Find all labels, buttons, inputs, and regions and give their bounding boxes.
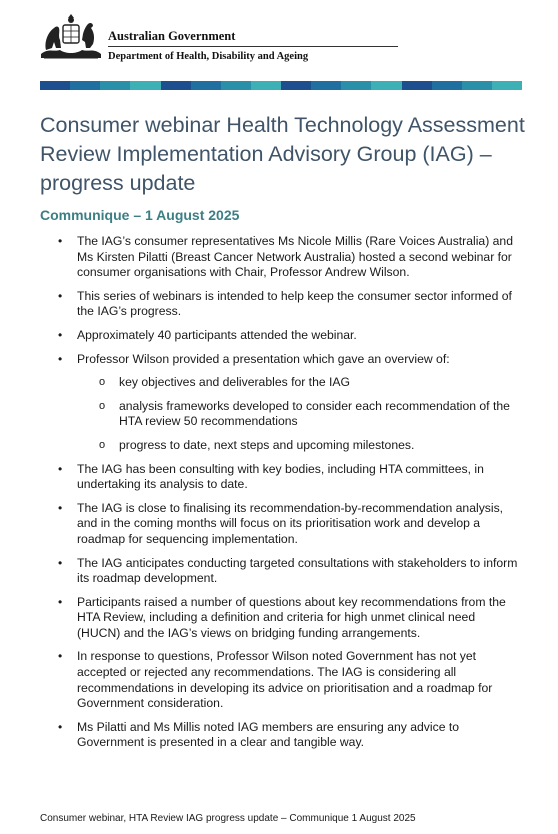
sub-bullet-text: analysis frameworks developed to consider each recommendation of the HTA review 50 recommendations bbox=[119, 398, 510, 429]
bullet-item bbox=[40, 234, 518, 281]
bullet-text: The IAG’s consumer representatives Ms Nicole Millis (Rare Voices Australia) and Ms Kirsten Pilatti (Breast Cancer Network Australia) hosted a second webinar for consumer organisations with Chair, Professor Andrew Wilson. bbox=[77, 234, 513, 280]
bullet-text: Professor Wilson provided a presentation which gave an overview of: bbox=[77, 351, 450, 366]
stripe-segment bbox=[251, 81, 281, 90]
bullet-text: The IAG has been consulting with key bodies, including HTA committees, in undertaking its analysis to date. bbox=[77, 461, 484, 492]
stripe-segment bbox=[281, 81, 311, 90]
stripe-segment bbox=[40, 81, 70, 90]
bullet-text: The IAG anticipates conducting targeted consultations with stakeholders to inform its roadmap development. bbox=[77, 555, 518, 586]
bullet-text: Ms Pilatti and Ms Millis noted IAG members are ensuring any advice to Government is presented in a clear and tangible way. bbox=[77, 719, 460, 750]
bullet-item bbox=[40, 501, 518, 548]
stripe-segment bbox=[70, 81, 100, 90]
bullet-item bbox=[40, 556, 518, 587]
stripe-segment bbox=[130, 81, 160, 90]
stripe-segment bbox=[371, 81, 401, 90]
bullet-item bbox=[40, 462, 518, 493]
stripe-segment bbox=[402, 81, 432, 90]
header-divider bbox=[108, 46, 398, 47]
stripe-segment bbox=[341, 81, 371, 90]
bullet-text: Participants raised a number of questions about key recommendations from the HTA Review, including a definition and criteria for high unmet clinical need (HUCN) and the IAG’s views on bridging funding arrangements. bbox=[77, 594, 506, 640]
bullet-list bbox=[40, 234, 518, 759]
sub-bullet-text: key objectives and deliverables for the IAG bbox=[119, 375, 351, 390]
stripe-segment bbox=[492, 81, 522, 90]
stripe-segment bbox=[221, 81, 251, 90]
bullet-item bbox=[40, 328, 518, 344]
stripe-segment bbox=[432, 81, 462, 90]
stripe-segment bbox=[161, 81, 191, 90]
bullet-text: This series of webinars is intended to help keep the consumer sector informed of the IAG’s progress. bbox=[77, 288, 512, 319]
sub-bullet-item bbox=[77, 399, 518, 430]
sub-bullet-item bbox=[77, 438, 518, 454]
coat-of-arms-logo bbox=[40, 14, 102, 62]
bullet-text: Approximately 40 participants attended the webinar. bbox=[77, 327, 357, 342]
bullet-item bbox=[40, 649, 518, 711]
bullet-item bbox=[40, 720, 518, 751]
department-name: Department of Health, Disability and Ageing bbox=[108, 51, 309, 62]
header-color-stripe bbox=[40, 81, 522, 90]
stripe-segment bbox=[311, 81, 341, 90]
bullet-text: The IAG is close to finalising its recommendation-by-recommendation analysis, and in the coming months will focus on its prioritisation work and develop a roadmap for sequencing implementation. bbox=[77, 500, 504, 546]
sub-bullet-text: progress to date, next steps and upcoming milestones. bbox=[119, 437, 415, 452]
bullet-item bbox=[40, 289, 518, 320]
bullet-text: In response to questions, Professor Wilson noted Government has not yet accepted or rejected any recommendations. The IAG is considering all recommendations in developing its advice on prioritisation and a roadmap for Government consideration. bbox=[77, 649, 493, 711]
government-name: Australian Government bbox=[108, 29, 236, 43]
stripe-segment bbox=[462, 81, 492, 90]
stripe-segment bbox=[191, 81, 221, 90]
page-footer: Consumer webinar, HTA Review IAG progress update – Communique 1 August 2025 bbox=[40, 813, 416, 824]
sub-bullet-list bbox=[77, 375, 518, 453]
bullet-item bbox=[40, 595, 518, 642]
page-header bbox=[40, 14, 524, 64]
document-title: Consumer webinar Health Technology Assessment Review Implementation Advisory Group (IAG) – progress update bbox=[40, 113, 525, 195]
document-subtitle: Communique – 1 August 2025 bbox=[40, 207, 240, 223]
stripe-segment bbox=[100, 81, 130, 90]
sub-bullet-item bbox=[77, 375, 518, 391]
bullet-item bbox=[40, 352, 518, 454]
